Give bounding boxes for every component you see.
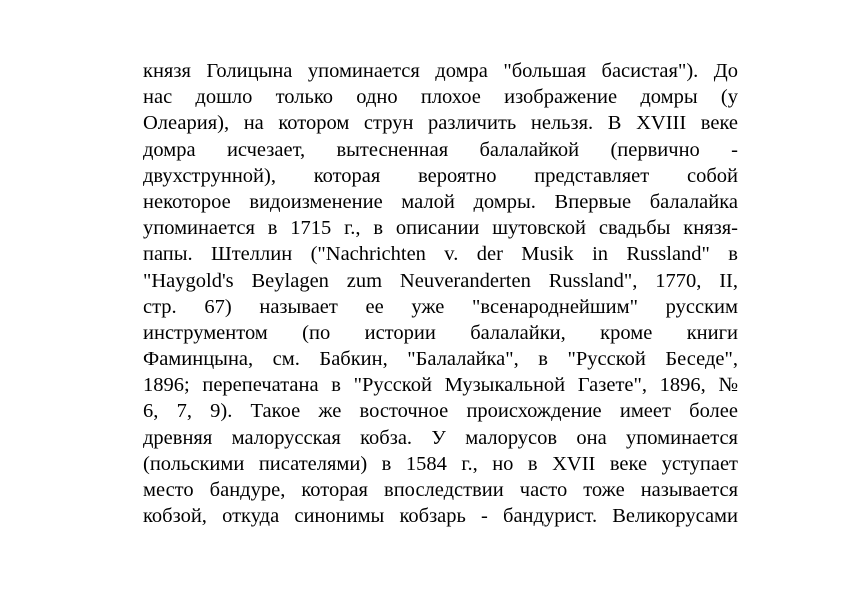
text-line: (польскими писателями) в 1584 г., но в XVII веке уступает — [143, 452, 738, 475]
body-text — [143, 58, 738, 529]
text-line: упоминается в 1715 г., в описании шутовской свадьбы князя- — [143, 217, 738, 240]
text-line: двухструнной), которая вероятно представляет собой — [143, 164, 738, 187]
text-line: 1896; перепечатана в "Русской Музыкальной Газете", 1896, № — [143, 374, 738, 397]
text-line: папы. Штеллин ("Nachrichten v. der Musik in Russland" в — [143, 243, 738, 266]
text-line: князя Голицына упоминается домра "большая басистая"). До — [143, 60, 738, 82]
text-line: домра исчезает, вытесненная балалайкой (первично - — [143, 138, 738, 161]
text-line: нас дошло только одно плохое изображение домры (у — [143, 86, 738, 109]
text-line: место бандуре, которая впоследствии часто тоже называется — [143, 479, 738, 501]
text-line: 6, 7, 9). Такое же восточное происхождение имеет более — [143, 400, 738, 423]
text-line: стр. 67) называет ее уже "всенароднейшим" русским — [143, 295, 738, 318]
text-line: "Haygold's Beylagen zum Neuveranderten Russland", 1770, II, — [143, 269, 738, 292]
text-line: Олеария), на котором струн различить нельзя. В XVIII веке — [143, 112, 738, 135]
text-line: древняя малорусская кобза. У малорусов она упоминается — [143, 426, 738, 449]
text-line: инструментом (по истории балалайки, кроме книги — [143, 321, 738, 344]
text-line: некоторое видоизменение малой домры. Впервые балалайка — [143, 190, 738, 213]
text-line: Фаминцына, см. Бабкин, "Балалайка", в "Русской Беседе", — [143, 348, 738, 371]
text-line: кобзой, откуда синонимы кобзарь - бандурист. Великорусами — [143, 505, 738, 528]
